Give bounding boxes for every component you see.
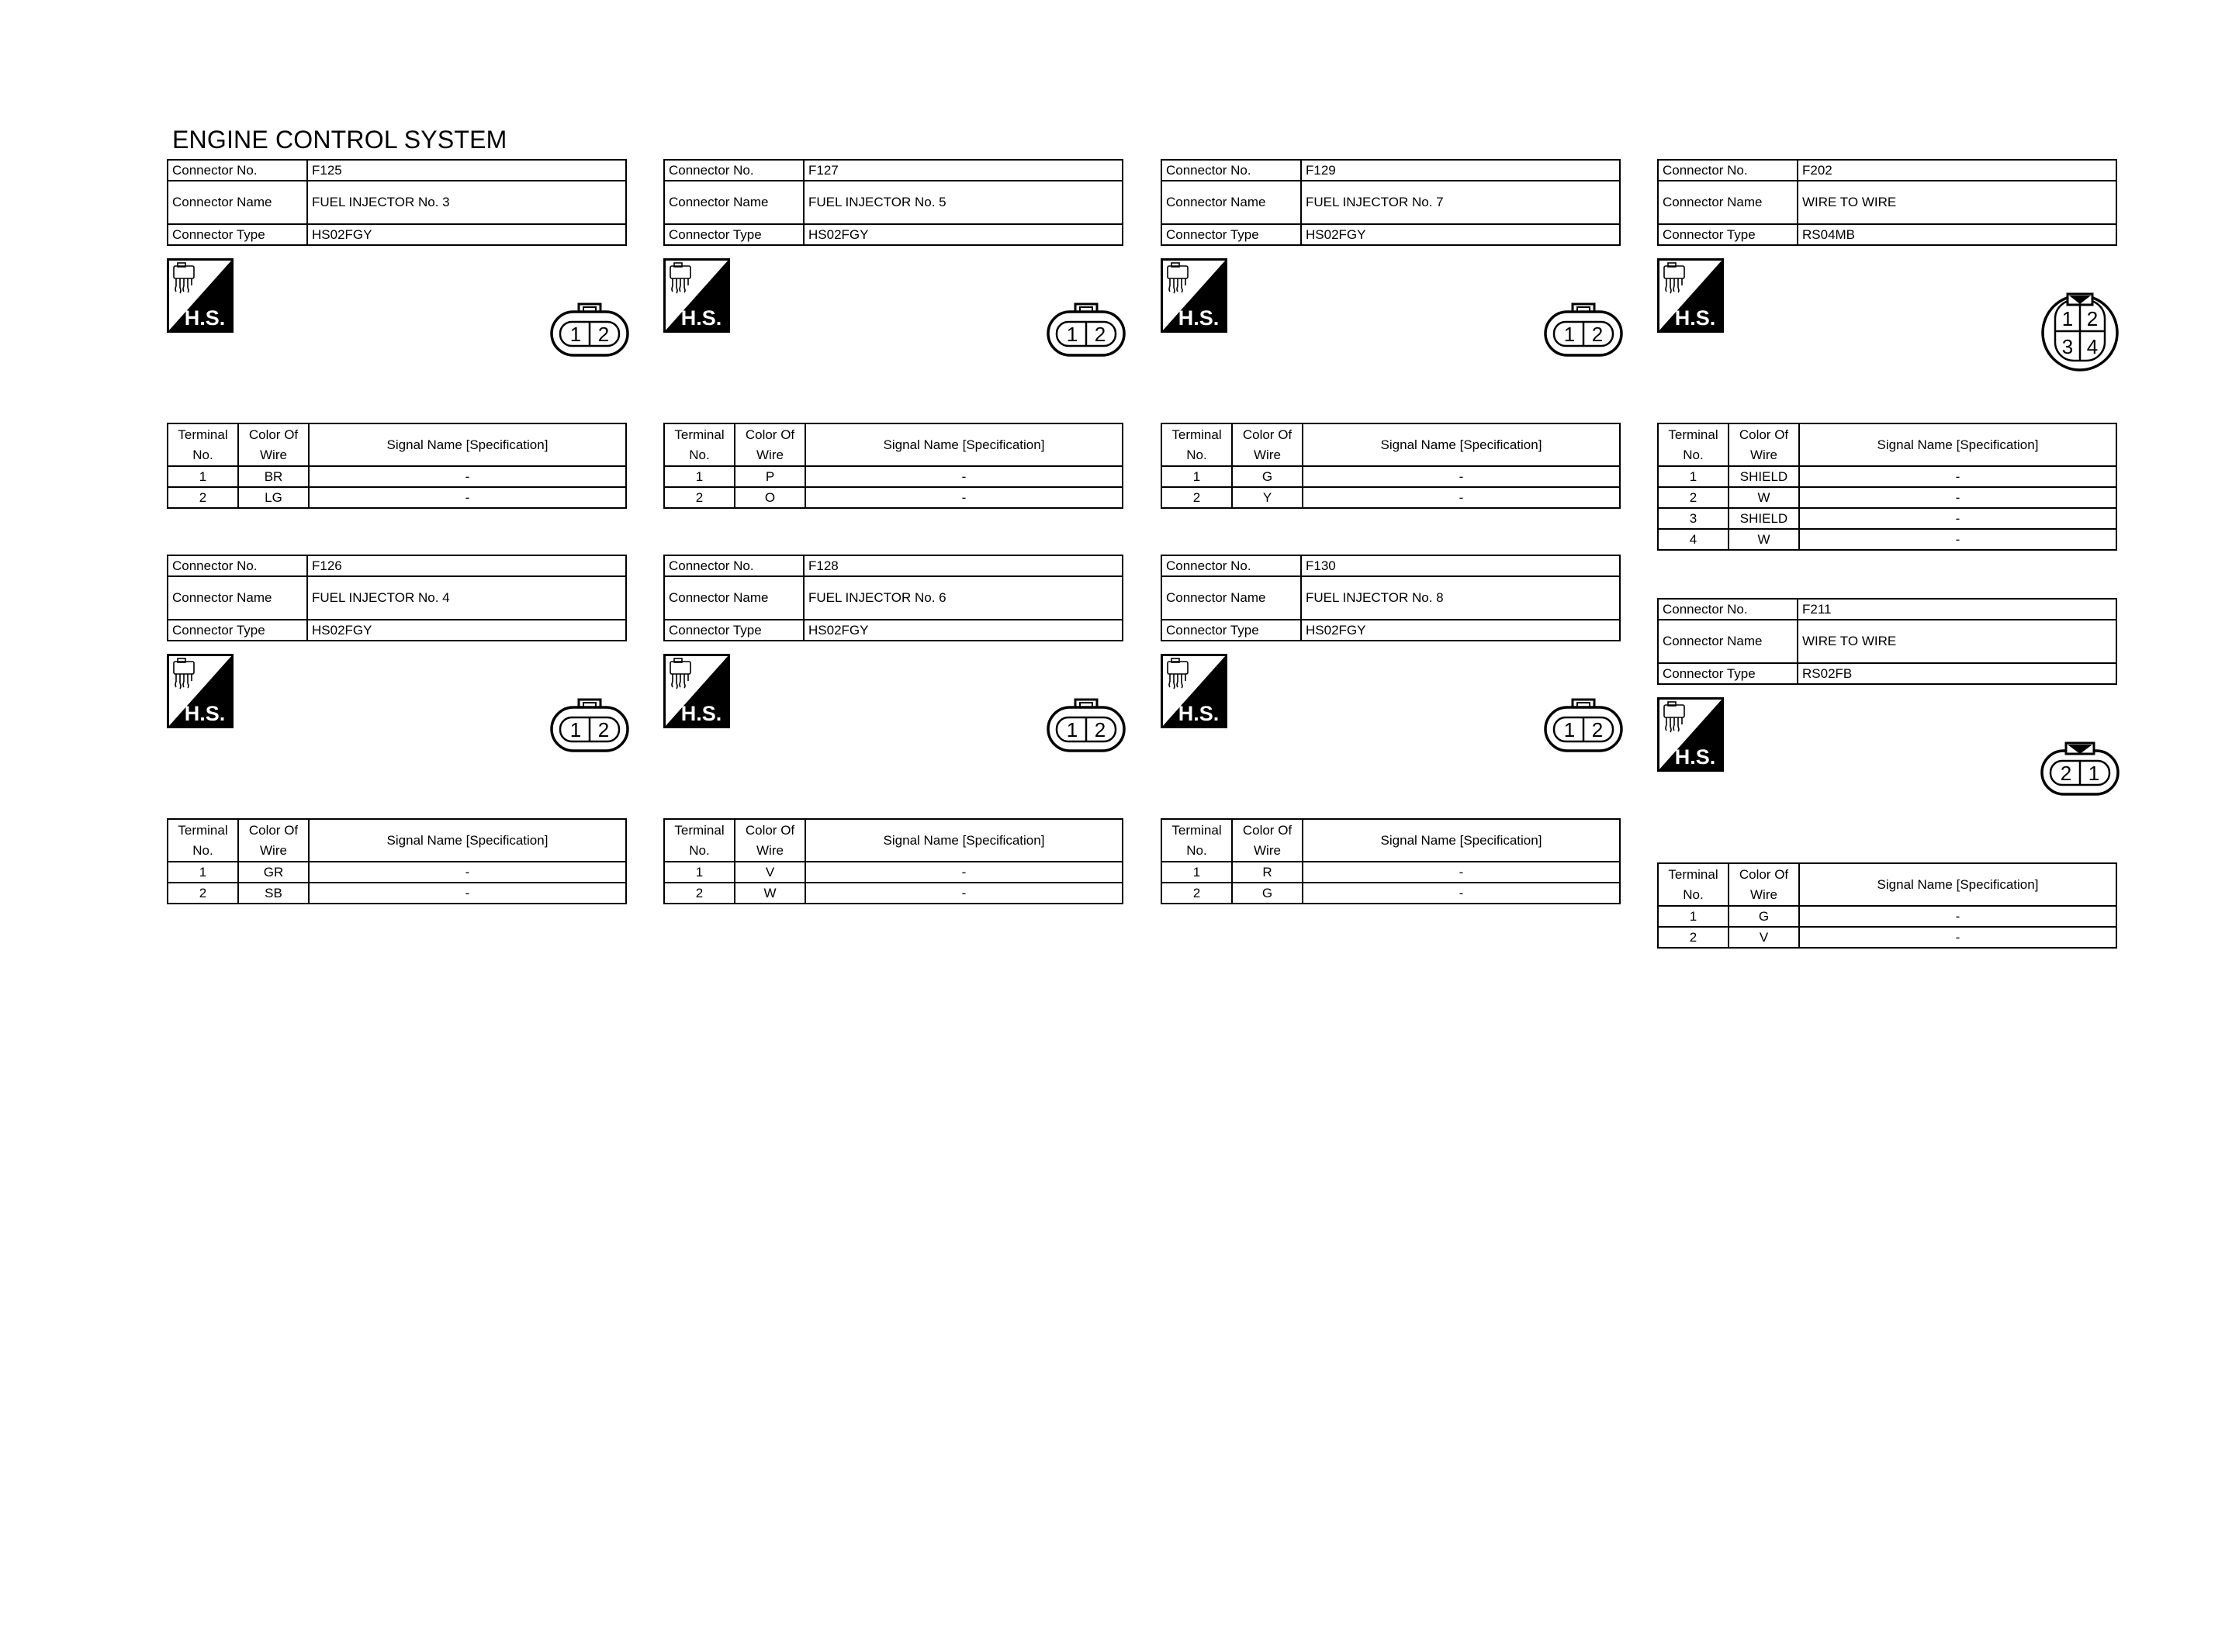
hs-mark-text: H.S. (680, 306, 722, 330)
table-row (168, 466, 626, 487)
pin-number: 2 (597, 718, 610, 741)
wire-color-cell: SB (238, 883, 309, 904)
connector-name-value: FUEL INJECTOR No. 4 (307, 576, 626, 620)
connector-type-label: Connector Type (664, 620, 804, 641)
pin-number: 1 (1066, 323, 1078, 346)
signal-name-cell: - (805, 487, 1123, 508)
terminal-no-cell: 2 (1658, 487, 1729, 508)
wire-color-header (1232, 423, 1303, 466)
pin-number: 1 (569, 323, 582, 346)
wire-color-cell: GR (238, 862, 309, 883)
connector-info-table (1161, 555, 1621, 641)
connector-face-diagram (2040, 291, 2120, 372)
connector-info-table (1161, 159, 1621, 246)
signal-name-cell: - (1303, 466, 1620, 487)
connector-no-value: F126 (307, 555, 626, 576)
hs-mark-text: H.S. (1674, 745, 1716, 769)
terminal-no-header (664, 423, 735, 466)
harness-side-icon (663, 654, 730, 728)
color-header-line1: Color Of (248, 822, 299, 838)
connector-type-value: HS02FGY (1301, 224, 1620, 245)
harness-side-icon (1657, 258, 1724, 333)
color-header-line1: Color Of (1242, 427, 1293, 442)
pin-number: 2 (1094, 718, 1106, 741)
wire-color-cell: O (735, 487, 805, 508)
terminal-no-cell: 1 (1161, 466, 1232, 487)
connector-name-label: Connector Name (664, 576, 804, 620)
terminal-header-line2: No. (1683, 447, 1704, 462)
terminal-no-cell: 2 (1161, 883, 1232, 904)
connector-name-value: FUEL INJECTOR No. 8 (1301, 576, 1620, 620)
table-row (1161, 883, 1620, 904)
connector-name-label: Connector Name (1658, 620, 1798, 663)
connector-type-label: Connector Type (664, 224, 804, 245)
signal-name-cell: - (1799, 927, 2116, 948)
terminal-no-cell: 2 (664, 487, 735, 508)
wire-color-cell: P (735, 466, 805, 487)
connector-no-label: Connector No. (1658, 160, 1798, 181)
signal-name-cell: - (309, 883, 626, 904)
connector-name-value: WIRE TO WIRE (1798, 181, 2116, 224)
terminal-no-cell: 2 (1161, 487, 1232, 508)
connector-type-value: HS02FGY (1301, 620, 1620, 641)
table-row (168, 883, 626, 904)
connector-no-label: Connector No. (1658, 599, 1798, 620)
wire-color-header (238, 423, 309, 466)
connector-type-value: HS02FGY (307, 224, 626, 245)
terminal-header-line1: Terminal (1171, 427, 1222, 442)
harness-side-icon (1161, 258, 1227, 333)
wire-color-header (1729, 423, 1799, 466)
connector-info-table (663, 159, 1123, 246)
connector-no-value: F129 (1301, 160, 1620, 181)
connector-info-table (167, 159, 627, 246)
connector-info-table (663, 555, 1123, 641)
connector-name-label: Connector Name (1658, 181, 1798, 224)
connector-no-label: Connector No. (168, 160, 307, 181)
harness-side-icon (663, 258, 730, 333)
table-row (1658, 529, 2116, 550)
connector-type-label: Connector Type (1658, 663, 1798, 684)
terminal-header-line1: Terminal (178, 822, 228, 838)
connector-no-value: F202 (1798, 160, 2116, 181)
signal-name-cell: - (309, 487, 626, 508)
connector-name-label: Connector Name (168, 181, 307, 224)
table-row (1161, 862, 1620, 883)
signal-name-header: Signal Name [Specification] (805, 819, 1123, 862)
connector-name-value: WIRE TO WIRE (1798, 620, 2116, 663)
table-row (664, 487, 1123, 508)
table-row (168, 487, 626, 508)
color-header-line2: Wire (260, 447, 287, 462)
wire-color-cell: SHIELD (1729, 466, 1799, 487)
terminal-signal-table (1657, 423, 2117, 551)
connector-type-value: RS04MB (1798, 224, 2116, 245)
pin-number: 1 (2088, 762, 2100, 785)
color-header-line2: Wire (1750, 447, 1777, 462)
terminal-signal-table (167, 818, 627, 904)
color-header-line2: Wire (260, 842, 287, 858)
connector-face-diagram (1543, 696, 1624, 754)
signal-name-cell: - (1799, 487, 2116, 508)
connector-no-label: Connector No. (1161, 160, 1301, 181)
signal-name-cell: - (805, 466, 1123, 487)
pin-number: 1 (569, 718, 582, 741)
terminal-no-header (1658, 863, 1729, 906)
connector-no-value: F130 (1301, 555, 1620, 576)
terminal-header-line1: Terminal (674, 822, 725, 838)
signal-name-header: Signal Name [Specification] (805, 423, 1123, 466)
connector-face-diagram (549, 696, 630, 754)
signal-name-header: Signal Name [Specification] (309, 819, 626, 862)
wire-color-cell: SHIELD (1729, 508, 1799, 529)
terminal-no-cell: 2 (1658, 927, 1729, 948)
terminal-signal-table (1161, 818, 1621, 904)
color-header-line1: Color Of (1739, 866, 1789, 882)
terminal-signal-table (663, 423, 1123, 509)
table-row (1658, 487, 2116, 508)
terminal-no-header (1161, 819, 1232, 862)
signal-name-header: Signal Name [Specification] (1799, 423, 2116, 466)
pin-number: 2 (1094, 323, 1106, 346)
signal-name-header: Signal Name [Specification] (1303, 819, 1620, 862)
connector-name-value: FUEL INJECTOR No. 7 (1301, 181, 1620, 224)
table-row (1658, 508, 2116, 529)
terminal-no-cell: 3 (1658, 508, 1729, 529)
terminal-no-cell: 1 (1658, 466, 1729, 487)
harness-side-icon (167, 258, 234, 333)
signal-name-cell: - (805, 862, 1123, 883)
connector-face-diagram (549, 301, 630, 358)
terminal-signal-table (1657, 862, 2117, 949)
connector-no-value: F211 (1798, 599, 2116, 620)
wire-color-cell: G (1232, 883, 1303, 904)
pin-number: 3 (2061, 335, 2074, 358)
signal-name-header: Signal Name [Specification] (309, 423, 626, 466)
color-header-line2: Wire (756, 447, 784, 462)
terminal-header-line2: No. (1186, 447, 1207, 462)
terminal-header-line1: Terminal (178, 427, 228, 442)
table-row (664, 466, 1123, 487)
color-header-line2: Wire (756, 842, 784, 858)
signal-name-cell: - (1799, 508, 2116, 529)
table-row (1161, 487, 1620, 508)
connector-no-value: F127 (804, 160, 1123, 181)
terminal-no-cell: 1 (168, 466, 238, 487)
signal-name-cell: - (1303, 487, 1620, 508)
table-row (1658, 906, 2116, 927)
table-row (1161, 466, 1620, 487)
color-header-line1: Color Of (745, 427, 795, 442)
harness-side-icon (1161, 654, 1227, 728)
terminal-header-line2: No. (192, 842, 213, 858)
terminal-no-cell: 1 (664, 466, 735, 487)
hs-mark-text: H.S. (1674, 306, 1716, 330)
terminal-header-line1: Terminal (1668, 866, 1718, 882)
connector-name-label: Connector Name (1161, 576, 1301, 620)
wire-color-cell: W (1729, 529, 1799, 550)
terminal-signal-table (167, 423, 627, 509)
color-header-line1: Color Of (745, 822, 795, 838)
hs-mark-text: H.S. (184, 306, 226, 330)
wire-color-cell: G (1232, 466, 1303, 487)
connector-type-value: HS02FGY (307, 620, 626, 641)
pin-number: 1 (1563, 323, 1576, 346)
connector-info-table (1657, 159, 2117, 246)
terminal-header-line2: No. (1186, 842, 1207, 858)
wire-color-cell: Y (1232, 487, 1303, 508)
color-header-line1: Color Of (1242, 822, 1293, 838)
connector-info-table (1657, 598, 2117, 685)
terminal-no-cell: 1 (1161, 862, 1232, 883)
hs-mark-text: H.S. (680, 702, 722, 725)
terminal-no-cell: 1 (664, 862, 735, 883)
pin-number: 2 (1591, 323, 1604, 346)
pin-number: 2 (2086, 307, 2099, 330)
wire-color-header (238, 819, 309, 862)
terminal-no-header (664, 819, 735, 862)
page-title: ENGINE CONTROL SYSTEM (172, 126, 507, 154)
pin-number: 1 (1066, 718, 1078, 741)
terminal-no-header (1658, 423, 1729, 466)
connector-no-label: Connector No. (168, 555, 307, 576)
connector-no-label: Connector No. (664, 555, 804, 576)
harness-side-icon (167, 654, 234, 728)
connector-type-label: Connector Type (1161, 224, 1301, 245)
signal-name-cell: - (309, 466, 626, 487)
connector-face-diagram (1543, 301, 1624, 358)
connector-name-label: Connector Name (1161, 181, 1301, 224)
connector-face-diagram (1046, 696, 1126, 754)
wire-color-header (735, 819, 805, 862)
terminal-header-line1: Terminal (1171, 822, 1222, 838)
connector-no-value: F125 (307, 160, 626, 181)
color-header-line1: Color Of (248, 427, 299, 442)
connector-name-value: FUEL INJECTOR No. 6 (804, 576, 1123, 620)
signal-name-cell: - (1799, 906, 2116, 927)
table-row (168, 862, 626, 883)
terminal-no-cell: 2 (168, 883, 238, 904)
terminal-header-line2: No. (689, 842, 710, 858)
wire-color-cell: W (1729, 487, 1799, 508)
terminal-header-line2: No. (192, 447, 213, 462)
connector-face-diagram (1046, 301, 1126, 358)
wire-color-cell: R (1232, 862, 1303, 883)
color-header-line1: Color Of (1739, 427, 1789, 442)
connector-no-label: Connector No. (664, 160, 804, 181)
terminal-header-line2: No. (1683, 886, 1704, 902)
connector-name-value: FUEL INJECTOR No. 3 (307, 181, 626, 224)
connector-type-value: HS02FGY (804, 224, 1123, 245)
connector-face-diagram (2040, 740, 2120, 797)
terminal-signal-table (663, 818, 1123, 904)
terminal-no-cell: 2 (168, 487, 238, 508)
pin-number: 2 (2060, 762, 2072, 785)
connector-name-value: FUEL INJECTOR No. 5 (804, 181, 1123, 224)
terminal-no-cell: 1 (168, 862, 238, 883)
signal-name-cell: - (1799, 466, 2116, 487)
wire-color-cell: V (1729, 927, 1799, 948)
signal-name-cell: - (805, 883, 1123, 904)
connector-type-label: Connector Type (1658, 224, 1798, 245)
wire-color-header (1232, 819, 1303, 862)
connector-name-label: Connector Name (664, 181, 804, 224)
terminal-signal-table (1161, 423, 1621, 509)
signal-name-cell: - (1799, 529, 2116, 550)
wire-color-header (1729, 863, 1799, 906)
wire-color-cell: G (1729, 906, 1799, 927)
terminal-no-header (168, 819, 238, 862)
terminal-no-cell: 2 (664, 883, 735, 904)
hs-mark-text: H.S. (184, 702, 226, 725)
connector-name-label: Connector Name (168, 576, 307, 620)
signal-name-cell: - (1303, 862, 1620, 883)
pin-number: 2 (1591, 718, 1604, 741)
harness-side-icon (1657, 697, 1724, 772)
wire-color-cell: BR (238, 466, 309, 487)
table-row (1658, 466, 2116, 487)
table-row (1658, 927, 2116, 948)
signal-name-header: Signal Name [Specification] (1799, 863, 2116, 906)
connector-type-value: RS02FB (1798, 663, 2116, 684)
terminal-no-cell: 1 (1658, 906, 1729, 927)
pin-number: 1 (1563, 718, 1576, 741)
terminal-no-header (1161, 423, 1232, 466)
signal-name-header: Signal Name [Specification] (1303, 423, 1620, 466)
color-header-line2: Wire (1750, 886, 1777, 902)
wire-color-cell: LG (238, 487, 309, 508)
hs-mark-text: H.S. (1178, 306, 1220, 330)
pin-number: 2 (597, 323, 610, 346)
signal-name-cell: - (309, 862, 626, 883)
color-header-line2: Wire (1254, 842, 1281, 858)
connector-no-value: F128 (804, 555, 1123, 576)
terminal-header-line1: Terminal (1668, 427, 1718, 442)
terminal-header-line1: Terminal (674, 427, 725, 442)
wire-color-cell: W (735, 883, 805, 904)
hs-mark-text: H.S. (1178, 702, 1220, 725)
terminal-no-cell: 4 (1658, 529, 1729, 550)
wire-color-cell: V (735, 862, 805, 883)
wire-color-header (735, 423, 805, 466)
color-header-line2: Wire (1254, 447, 1281, 462)
connector-type-label: Connector Type (1161, 620, 1301, 641)
terminal-header-line2: No. (689, 447, 710, 462)
connector-no-label: Connector No. (1161, 555, 1301, 576)
terminal-no-header (168, 423, 238, 466)
pin-number: 4 (2086, 335, 2099, 358)
connector-type-label: Connector Type (168, 224, 307, 245)
signal-name-cell: - (1303, 883, 1620, 904)
connector-type-value: HS02FGY (804, 620, 1123, 641)
connector-info-table (167, 555, 627, 641)
table-row (664, 862, 1123, 883)
connector-type-label: Connector Type (168, 620, 307, 641)
pin-number: 1 (2061, 307, 2074, 330)
table-row (664, 883, 1123, 904)
